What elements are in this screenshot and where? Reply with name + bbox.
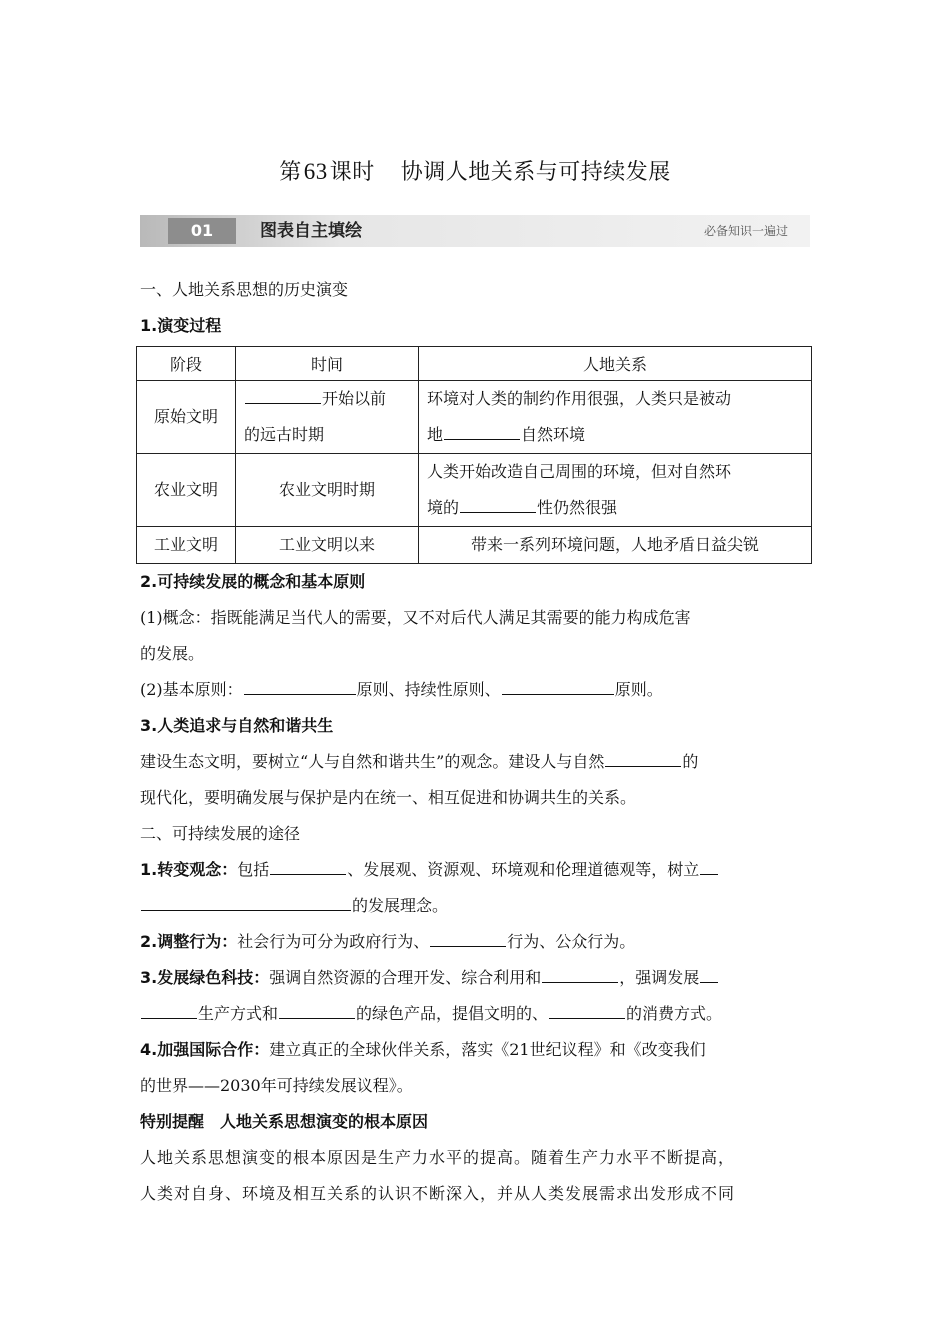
table-row (137, 381, 812, 454)
table-header-row (137, 347, 812, 381)
lesson-topic: 协调人地关系与可持续发展 (400, 160, 671, 185)
document-body (140, 274, 812, 1212)
stage-cell: 农业文明 (137, 454, 236, 527)
tip-line: 人地关系思想演变的根本原因是生产力水平的提高。随着生产力水平不断提高， (140, 1148, 736, 1167)
evolution-table (136, 346, 812, 564)
banner-number: 01 (168, 218, 236, 244)
fill-blank[interactable] (700, 964, 718, 983)
fill-blank[interactable] (270, 856, 346, 875)
table-row (137, 527, 812, 564)
banner-subtitle: 必备知识一遍过 (703, 224, 788, 238)
relation-cell: 人类开始改造自己周围的环境，但对自然环 境的 性仍然很强 (419, 454, 812, 527)
table-row (137, 454, 812, 527)
way-4-cont: 的世界——2030年可持续发展议程》。 (140, 1076, 413, 1095)
stage-cell: 原始文明 (137, 381, 236, 454)
lesson-number: 63 (303, 159, 328, 184)
title-suffix: 课时 (329, 160, 375, 185)
way-2: 2.调整行为：社会行为可分为政府行为、 行为、公众行为。 (140, 924, 812, 960)
header-stage: 阶段 (137, 347, 236, 381)
section-banner (140, 215, 810, 247)
tip-line: 人类对自身、环境及相互关系的认识不断深入，并从人类发展需求出发形成不同 (140, 1184, 736, 1203)
way-4: 4.加强国际合作：建立真正的全球伙伴关系，落实《21世纪议程》和《改变我们 (140, 1040, 706, 1059)
time-cell: 工业文明以来 (236, 527, 419, 564)
way-3: 3.发展绿色科技：强调自然资源的合理开发、综合利用和 ，强调发展 (140, 960, 812, 996)
fill-blank[interactable] (444, 421, 520, 440)
relation-cell: 环境对人类的制约作用很强，人类只是被动 地 自然环境 (419, 381, 812, 454)
concept-line: 的发展。 (140, 644, 205, 663)
evolution-heading: 1.演变过程 (140, 316, 222, 335)
fill-blank[interactable] (245, 385, 321, 404)
fill-blank[interactable] (141, 892, 351, 911)
header-time: 时间 (236, 347, 419, 381)
stage-cell: 工业文明 (137, 527, 236, 564)
harmony-line: 现代化，要明确发展与保护是内在统一、相互促进和协调共生的关系。 (140, 788, 637, 807)
banner-label: 图表自主填绘 (260, 221, 362, 241)
fill-blank[interactable] (279, 1000, 355, 1019)
time-cell: 开始以前 的远古时期 (236, 381, 419, 454)
way-1-cont: 的发展理念。 (140, 888, 812, 924)
fill-blank[interactable] (430, 928, 506, 947)
fill-blank[interactable] (244, 676, 356, 695)
fill-blank[interactable] (141, 1000, 197, 1019)
header-relation: 人地关系 (419, 347, 812, 381)
time-cell: 农业文明时期 (236, 454, 419, 527)
fill-blank[interactable] (502, 676, 614, 695)
relation-cell: 带来一系列环境问题，人地矛盾日益尖锐 (419, 527, 812, 564)
fill-blank[interactable] (700, 856, 718, 875)
way-1: 1.转变观念：包括 、发展观、资源观、环境观和伦理道德观等，树立 (140, 852, 812, 888)
sustainable-heading: 2.可持续发展的概念和基本原则 (140, 572, 366, 591)
fill-blank[interactable] (542, 964, 618, 983)
page-title (0, 155, 950, 186)
fill-blank[interactable] (460, 494, 536, 513)
concept-line: (1)概念：指既能满足当代人的需要，又不对后代人满足其需要的能力构成危害 (140, 608, 691, 627)
section2-heading: 二、可持续发展的途径 (140, 824, 301, 843)
fill-blank[interactable] (549, 1000, 625, 1019)
fill-blank[interactable] (605, 748, 681, 767)
tip-title: 特别提醒 人地关系思想演变的根本原因 (140, 1112, 429, 1131)
section1-heading: 一、人地关系思想的历史演变 (140, 280, 349, 299)
title-prefix: 第 (279, 160, 302, 185)
way-3-cont: 生产方式和 的绿色产品，提倡文明的、 的消费方式。 (140, 996, 812, 1032)
harmony-heading: 3.人类追求与自然和谐共生 (140, 716, 334, 735)
harmony-line: 建设生态文明，要树立“人与自然和谐共生”的观念。建设人与自然 的 (140, 744, 812, 780)
principle-line: (2)基本原则： 原则、持续性原则、 原则。 (140, 672, 812, 708)
